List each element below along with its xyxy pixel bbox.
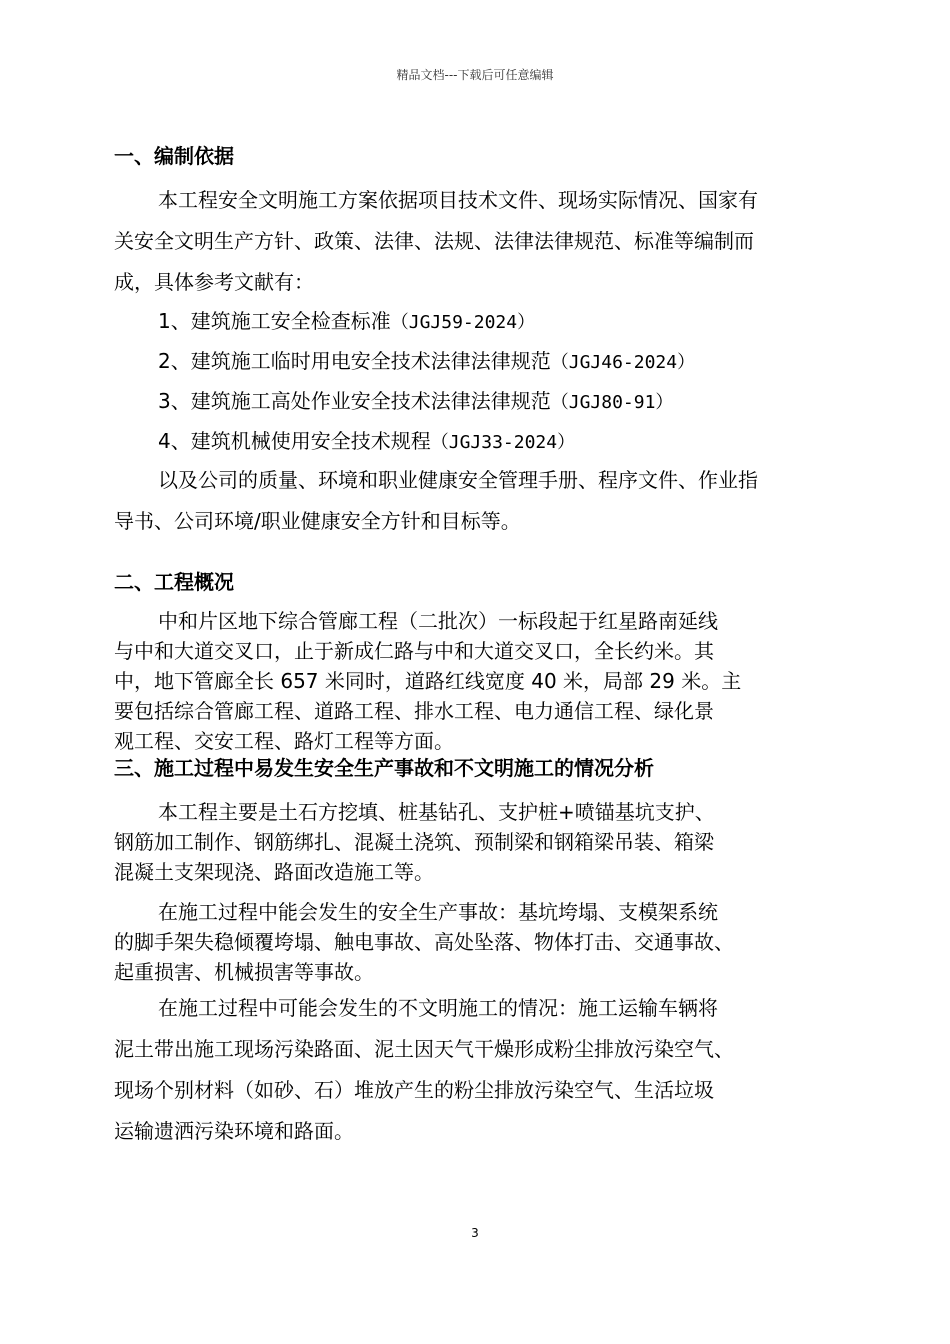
text-line: 导书、公司环境/职业健康安全方针和目标等。 [114, 509, 521, 533]
text-line: 混凝土支架现浇、路面改造施工等。 [114, 860, 434, 884]
section-heading-overview: 二、工程概况 [114, 570, 234, 594]
text-line: 的脚手架失稳倾覆垮塌、触电事故、高处坠落、物体打击、交通事故、 [114, 930, 734, 954]
page-header: 精品文档---下载后可任意编辑 [396, 68, 554, 82]
text-line: 观工程、交安工程、路灯工程等方面。 [114, 729, 454, 753]
reference-item [114, 421, 844, 461]
text-line: 现场个别材料（如砂、石）堆放产生的粉尘排放污染空气、生活垃圾 [114, 1078, 714, 1102]
text-line: 成，具体参考文献有： [114, 270, 314, 294]
analysis-paragraph-3 [114, 988, 844, 1152]
text-line: 本工程主要是土石方挖填、桩基钻孔、支护桩+喷锚基坑支护、 [158, 800, 715, 824]
text-line: 在施工过程中可能会发生的不文明施工的情况：施工运输车辆将 [158, 996, 718, 1020]
text-line: 关安全文明生产方针、政策、法律、法规、法律法律规范、标准等编制而 [114, 229, 754, 253]
analysis-paragraph-2 [114, 897, 844, 987]
overview-paragraph [114, 606, 844, 756]
basis-intro-paragraph [114, 180, 844, 303]
reference-item [114, 341, 844, 381]
reference-title: 1、建筑施工安全检查标准 [158, 309, 391, 333]
text-line: 中，地下管廊全长 657 米同时，道路红线宽度 40 米，局部 29 米。主 [114, 669, 742, 693]
reference-title: 4、建筑机械使用安全技术规程 [158, 429, 431, 453]
text-line: 运输遗洒污染环境和路面。 [114, 1119, 354, 1143]
reference-code: （JGJ59-2024） [390, 312, 536, 333]
reference-title: 2、建筑施工临时用电安全技术法律法律规范 [158, 349, 551, 373]
reference-code: （JGJ46-2024） [550, 352, 696, 373]
text-line: 泥土带出施工现场污染路面、泥土因天气干燥形成粉尘排放污染空气、 [114, 1037, 734, 1061]
page-number: 3 [471, 1226, 479, 1240]
reference-item [114, 381, 844, 421]
basis-closing-paragraph [114, 460, 844, 542]
section-heading-basis: 一、编制依据 [114, 144, 234, 168]
reference-code: （JGJ80-91） [550, 392, 674, 413]
text-line: 在施工过程中能会发生的安全生产事故：基坑垮塌、支模架系统 [158, 900, 718, 924]
text-line: 钢筋加工制作、钢筋绑扎、混凝土浇筑、预制梁和钢箱梁吊装、箱梁 [114, 830, 714, 854]
reference-title: 3、建筑施工高处作业安全技术法律法律规范 [158, 389, 551, 413]
analysis-paragraph-1 [114, 797, 844, 887]
text-line: 本工程安全文明施工方案依据项目技术文件、现场实际情况、国家有 [158, 188, 758, 212]
text-line: 起重损害、机械损害等事故。 [114, 960, 374, 984]
reference-list [114, 301, 844, 461]
text-line: 以及公司的质量、环境和职业健康安全管理手册、程序文件、作业指 [158, 468, 758, 492]
text-line: 要包括综合管廊工程、道路工程、排水工程、电力通信工程、绿化景 [114, 699, 714, 723]
text-line: 与中和大道交叉口，止于新成仁路与中和大道交叉口，全长约米。其 [114, 639, 714, 663]
reference-item [114, 301, 844, 341]
section-heading-analysis: 三、施工过程中易发生安全生产事故和不文明施工的情况分析 [114, 756, 654, 780]
text-line: 中和片区地下综合管廊工程（二批次）一标段起于红星路南延线 [158, 609, 718, 633]
reference-code: （JGJ33-2024） [430, 432, 576, 453]
